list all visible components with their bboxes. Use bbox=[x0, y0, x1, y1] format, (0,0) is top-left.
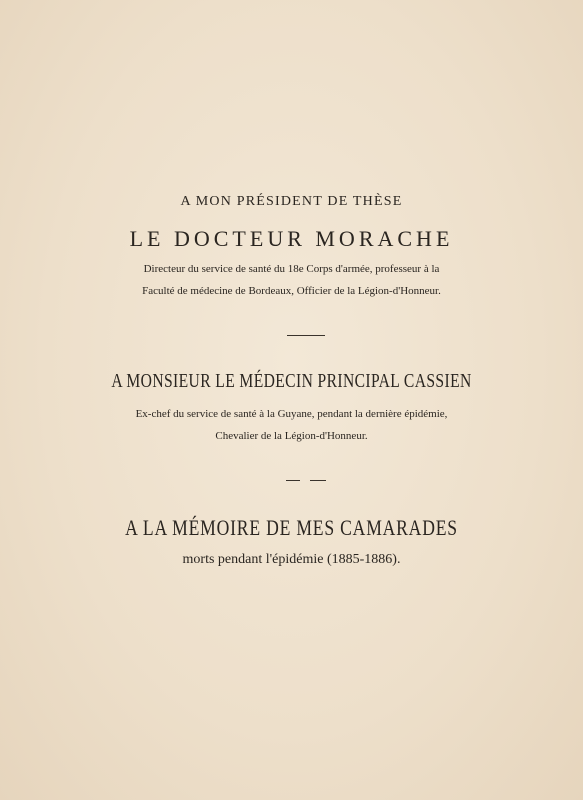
dedication-subtitle-line: Ex-chef du service de santé à la Guyane, pendant la dernière épidémie, bbox=[135, 408, 448, 420]
divider bbox=[286, 480, 300, 481]
dedication-name-cassien: A MONSIEUR LE MÉDECIN PRINCIPAL CASSIEN bbox=[111, 370, 472, 392]
dedication-name-morache: LE DOCTEUR MORACHE bbox=[129, 226, 454, 251]
dedication-subtitle-line: Chevalier de la Légion-d'Honneur. bbox=[215, 430, 368, 442]
divider bbox=[287, 335, 325, 336]
dedication-subtitle-line: Directeur du service de santé du 18e Corps d'armée, professeur à la bbox=[143, 263, 440, 275]
dedication-memorial-subtitle: morts pendant l'épidémie (1885-1886). bbox=[182, 552, 401, 567]
dedication-subtitle-line: Faculté de médecine de Bordeaux, Officier de la Légion-d'Honneur. bbox=[142, 285, 441, 297]
divider bbox=[310, 480, 326, 481]
dedication-memorial-title: A LA MÉMOIRE DE MES CAMARADES bbox=[125, 515, 458, 540]
dedication-heading: A MON PRÉSIDENT DE THÈSE bbox=[180, 194, 403, 209]
